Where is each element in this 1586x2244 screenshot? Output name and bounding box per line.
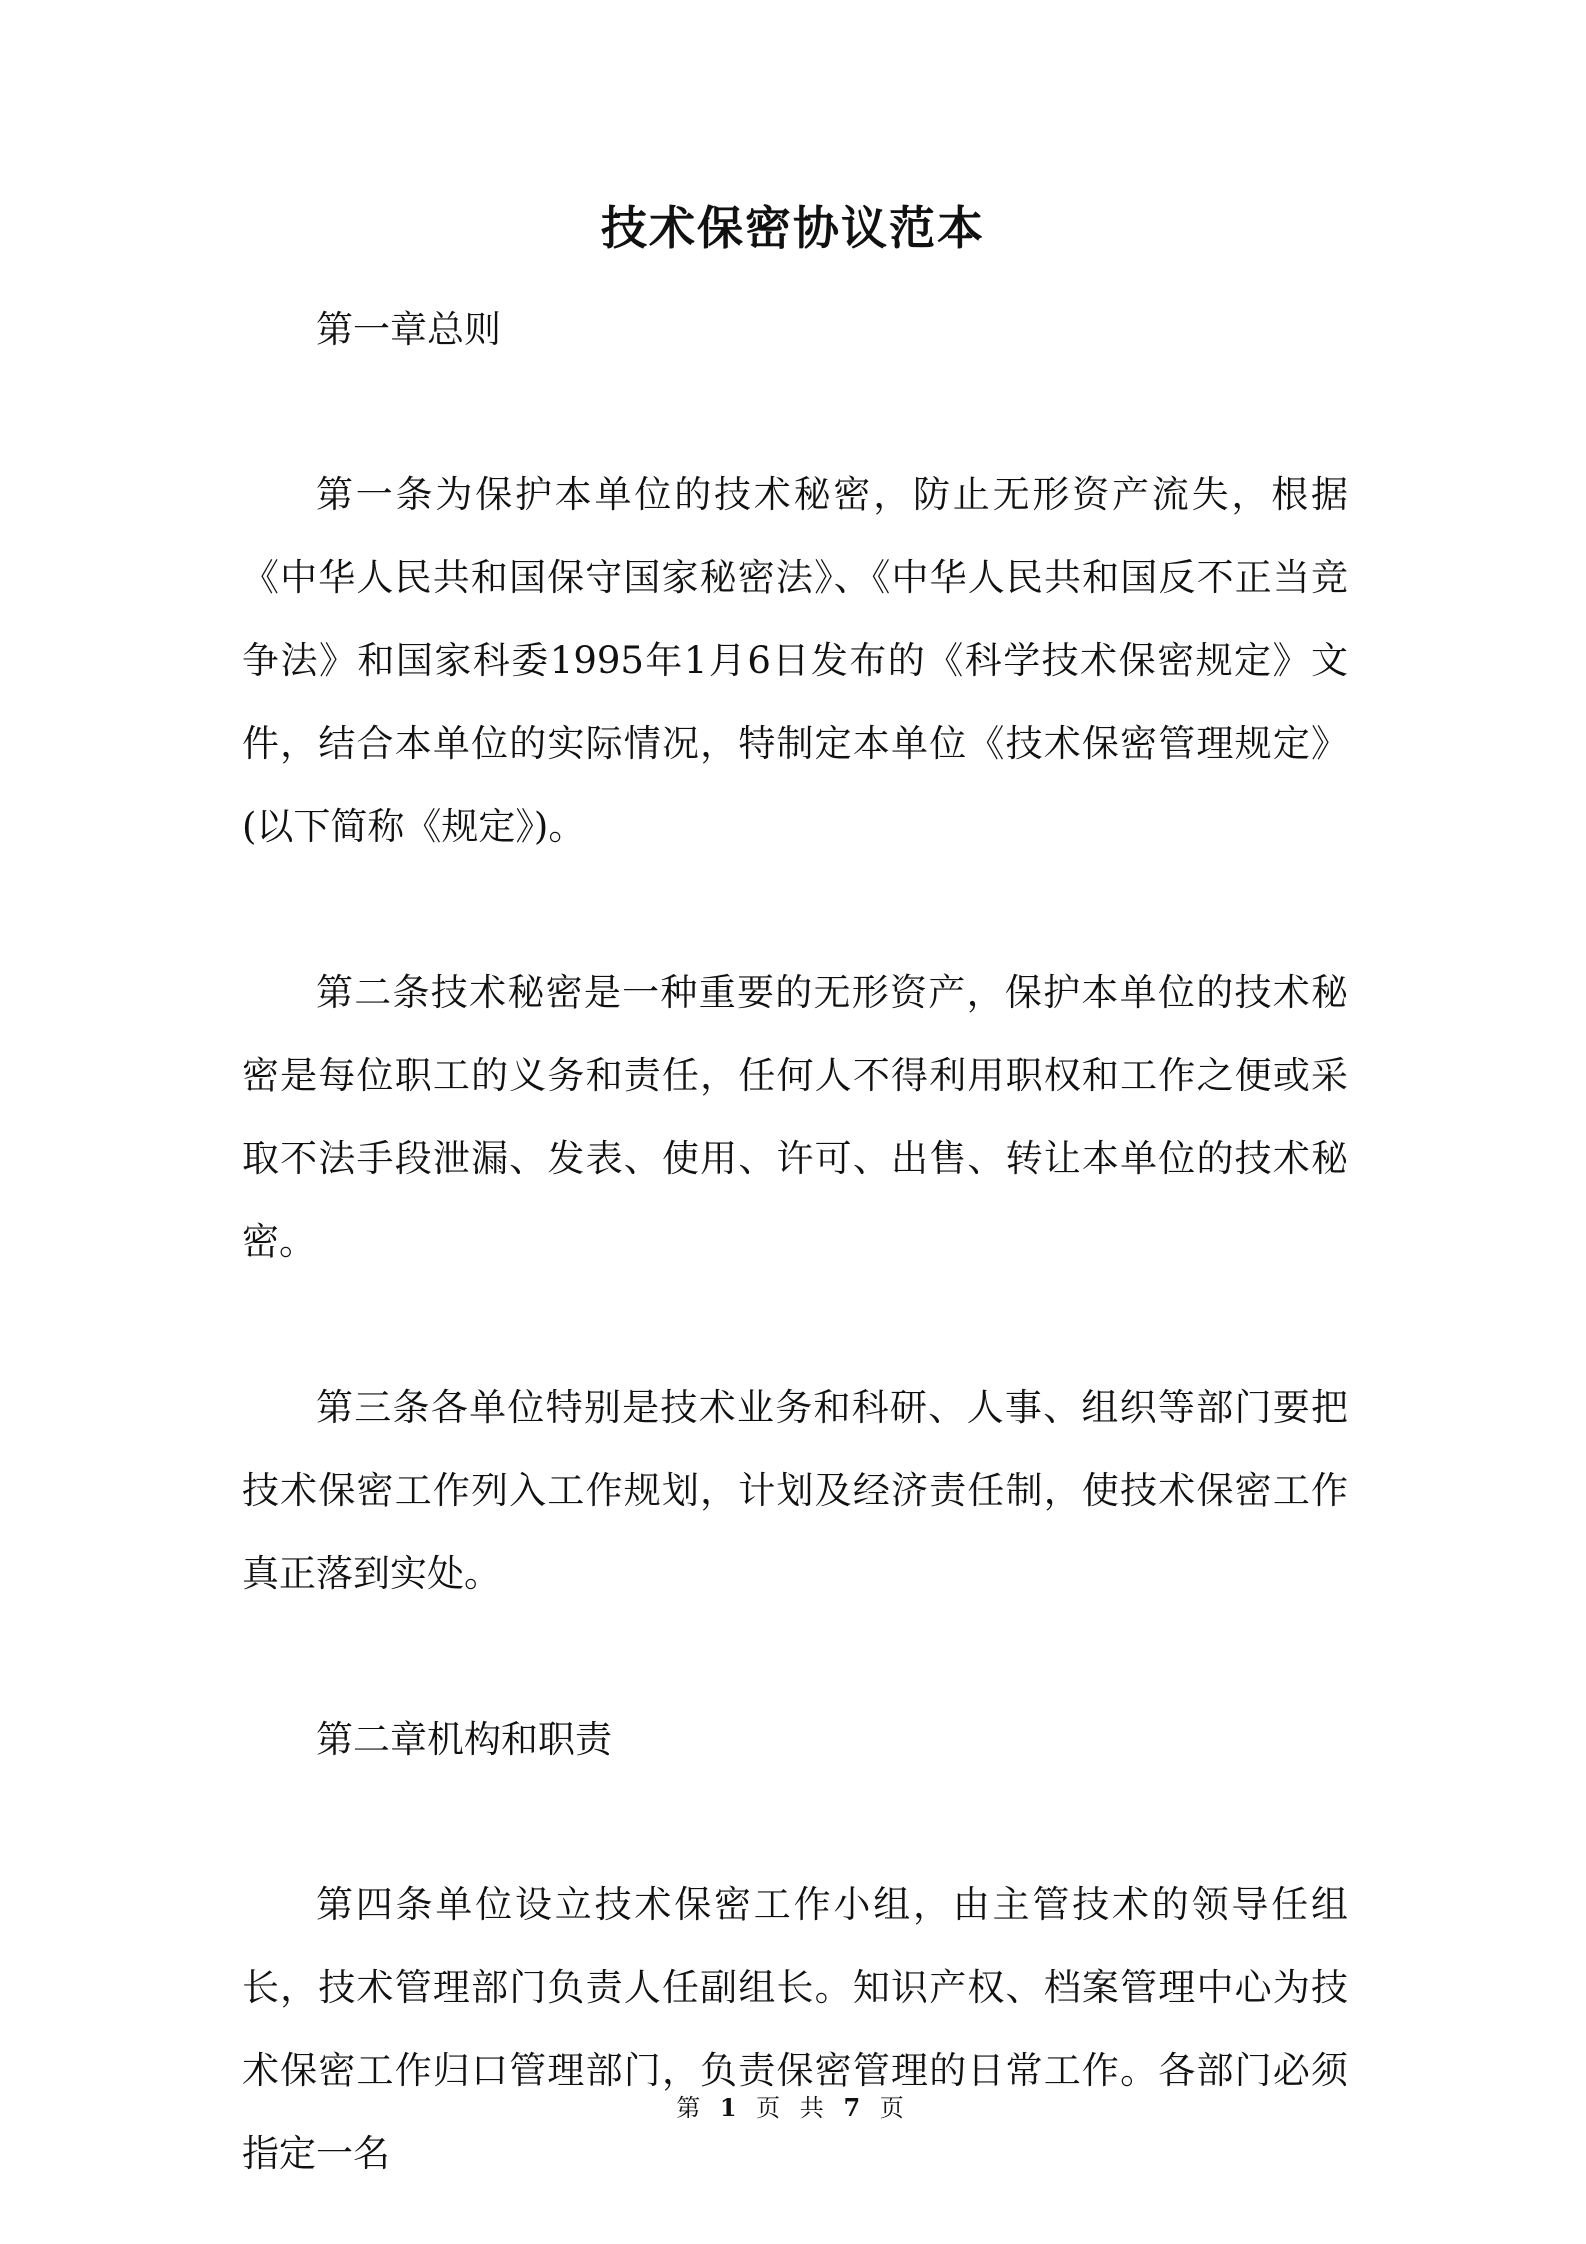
article-1: 第一条为保护本单位的技术秘密，防止无形资产流失，根据《中华人民共和国保守国家秘密法》、《中华人民共和国反不正当竞争法》和国家科委1995年1月6日发布的《科学技术保密规定》文件，结合本单位的实际情况，特制定本单位《技术保密管理规定》(以下简称《规定》)。 — [242, 473, 1348, 848]
chapter-heading-1: 第一章总则 — [316, 308, 501, 351]
footer-prefix: 第 — [676, 2094, 707, 2122]
footer-suffix: 页 — [879, 2094, 910, 2122]
page-number-footer — [0, 2092, 1586, 2124]
total-pages-number: 7 — [843, 2093, 867, 2122]
chapter-heading-2: 第二章机构和职责 — [316, 1718, 612, 1761]
current-page-number: 1 — [719, 2093, 743, 2122]
article-2: 第二条技术秘密是一种重要的无形资产，保护本单位的技术秘密是每位职工的义务和责任，任何人不得利用职权和工作之便或采取不法手段泄漏、发表、使用、许可、出售、转让本单位的技术秘密。 — [242, 971, 1348, 1263]
footer-middle: 页 共 — [756, 2094, 830, 2122]
document-title: 技术保密协议范本 — [601, 201, 985, 255]
article-4: 第四条单位设立技术保密工作小组，由主管技术的领导任组长，技术管理部门负责人任副组长。知识产权、档案管理中心为技术保密工作归口管理部门，负责保密管理的日常工作。各部门必须指定一名 — [242, 1883, 1348, 2175]
document-body — [242, 288, 1348, 2195]
article-3: 第三条各单位特别是技术业务和科研、人事、组织等部门要把技术保密工作列入工作规划，计划及经济责任制，使技术保密工作真正落到实处。 — [242, 1386, 1348, 1595]
